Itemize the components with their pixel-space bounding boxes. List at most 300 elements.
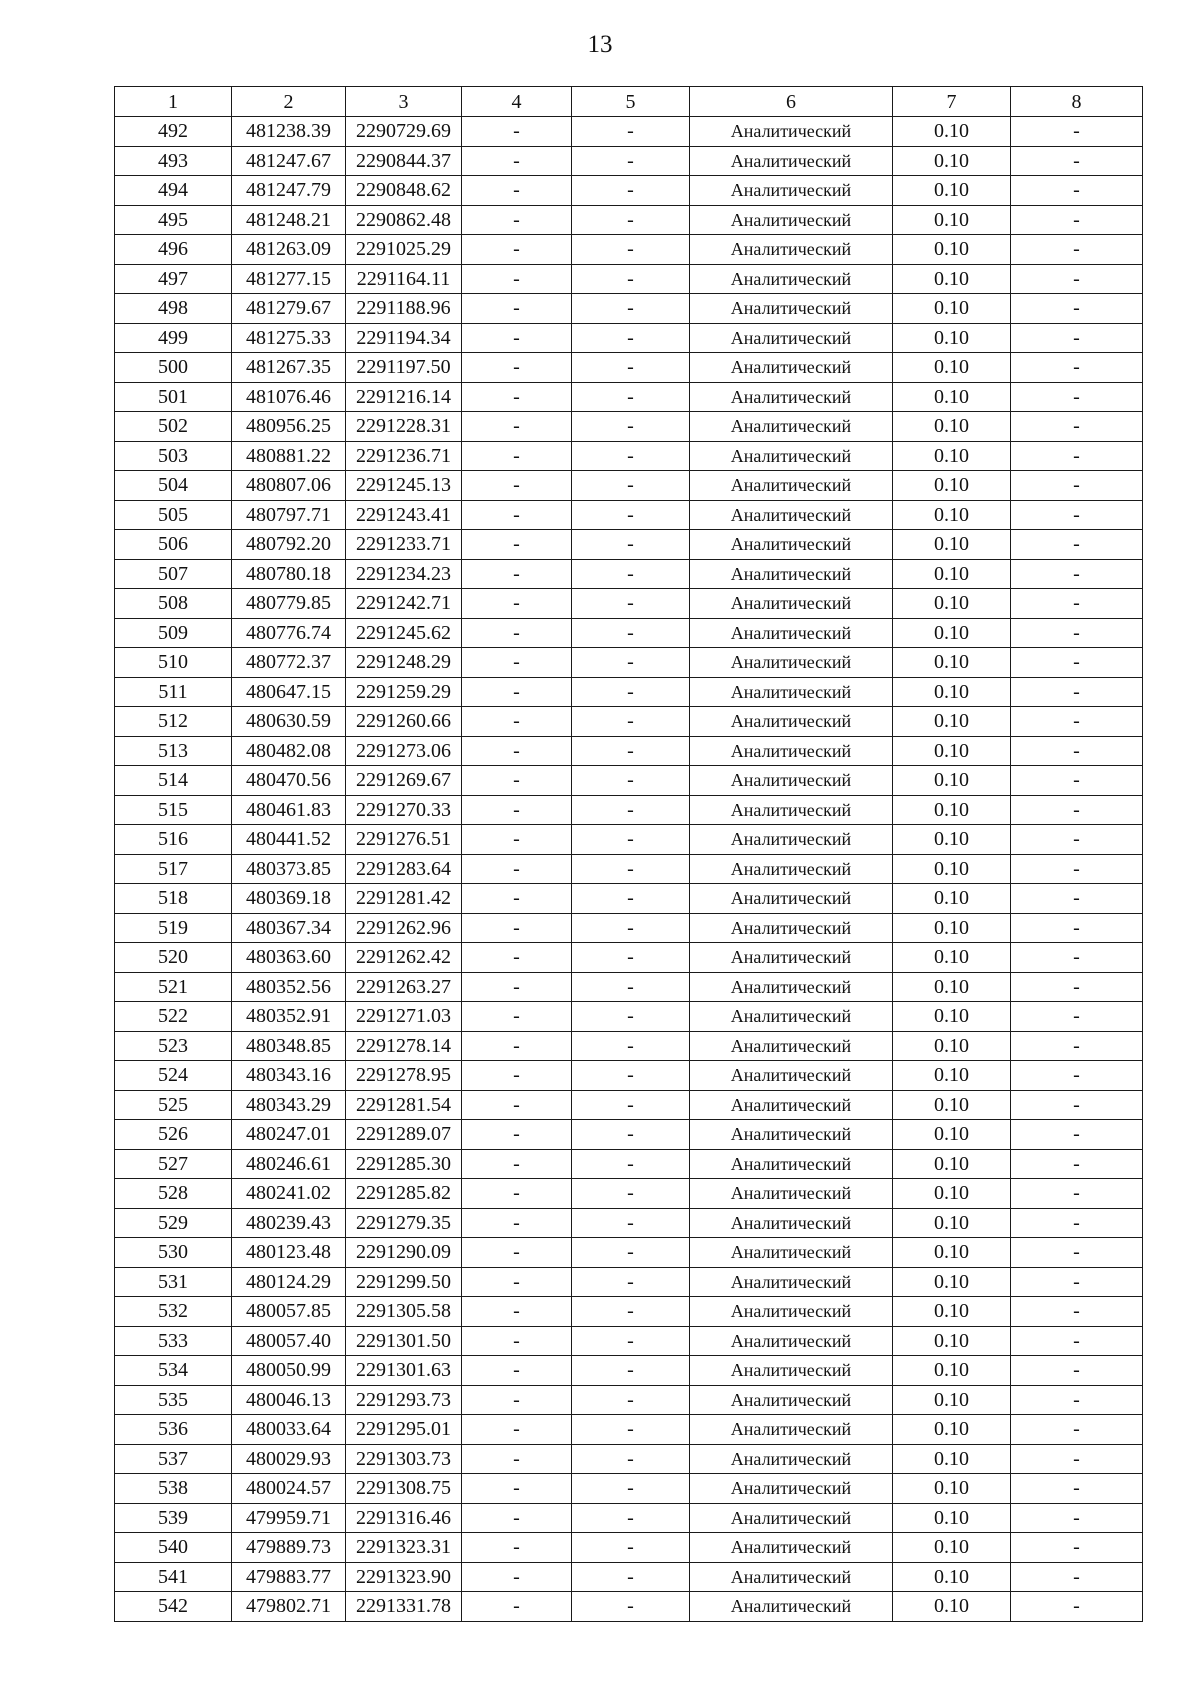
table-row [115,736,1143,766]
column-4-cell: - [462,1149,572,1179]
column-8-cell: - [1011,1326,1143,1356]
point-number-cell: 503 [115,441,232,471]
y-coordinate-cell: 2291276.51 [346,825,462,855]
page-number: 13 [587,31,613,58]
column-5-cell: - [572,1061,690,1091]
x-coordinate-cell: 480772.37 [232,648,346,678]
column-8-cell: - [1011,1297,1143,1327]
x-coordinate-cell: 480776.74 [232,618,346,648]
point-number-cell: 514 [115,766,232,796]
x-coordinate-cell: 480461.83 [232,795,346,825]
column-5-cell: - [572,264,690,294]
table-row [115,471,1143,501]
accuracy-cell: 0.10 [893,176,1011,206]
column-5-cell: - [572,825,690,855]
point-number-cell: 501 [115,382,232,412]
point-number-cell: 540 [115,1533,232,1563]
column-header: 2 [232,87,346,117]
accuracy-cell: 0.10 [893,117,1011,147]
table-row [115,264,1143,294]
column-header: 1 [115,87,232,117]
x-coordinate-cell: 481247.79 [232,176,346,206]
column-5-cell: - [572,766,690,796]
y-coordinate-cell: 2291245.13 [346,471,462,501]
accuracy-cell: 0.10 [893,530,1011,560]
x-coordinate-cell: 480046.13 [232,1385,346,1415]
x-coordinate-cell: 480247.01 [232,1120,346,1150]
x-coordinate-cell: 480352.56 [232,972,346,1002]
column-8-cell: - [1011,1533,1143,1563]
point-number-cell: 534 [115,1356,232,1386]
column-8-cell: - [1011,1415,1143,1445]
method-cell: Аналитический [690,146,893,176]
x-coordinate-cell: 480363.60 [232,943,346,973]
y-coordinate-cell: 2291316.46 [346,1503,462,1533]
x-coordinate-cell: 480470.56 [232,766,346,796]
accuracy-cell: 0.10 [893,707,1011,737]
x-coordinate-cell: 480343.16 [232,1061,346,1091]
table-row [115,589,1143,619]
method-cell: Аналитический [690,1149,893,1179]
method-cell: Аналитический [690,530,893,560]
table-row [115,618,1143,648]
point-number-cell: 505 [115,500,232,530]
table-row [115,943,1143,973]
point-number-cell: 499 [115,323,232,353]
column-4-cell: - [462,1002,572,1032]
column-4-cell: - [462,1385,572,1415]
y-coordinate-cell: 2291323.31 [346,1533,462,1563]
table-row [115,1179,1143,1209]
column-header: 8 [1011,87,1143,117]
point-number-cell: 493 [115,146,232,176]
accuracy-cell: 0.10 [893,1179,1011,1209]
method-cell: Аналитический [690,943,893,973]
column-5-cell: - [572,294,690,324]
x-coordinate-cell: 480792.20 [232,530,346,560]
column-8-cell: - [1011,264,1143,294]
point-number-cell: 496 [115,235,232,265]
method-cell: Аналитический [690,382,893,412]
column-5-cell: - [572,235,690,265]
table-row [115,1474,1143,1504]
point-number-cell: 542 [115,1592,232,1622]
column-4-cell: - [462,1238,572,1268]
accuracy-cell: 0.10 [893,382,1011,412]
x-coordinate-cell: 480057.40 [232,1326,346,1356]
x-coordinate-cell: 480348.85 [232,1031,346,1061]
column-8-cell: - [1011,1267,1143,1297]
table-row [115,1208,1143,1238]
column-5-cell: - [572,707,690,737]
y-coordinate-cell: 2291243.41 [346,500,462,530]
point-number-cell: 517 [115,854,232,884]
column-8-cell: - [1011,1149,1143,1179]
column-4-cell: - [462,648,572,678]
accuracy-cell: 0.10 [893,1238,1011,1268]
column-5-cell: - [572,1179,690,1209]
accuracy-cell: 0.10 [893,1267,1011,1297]
y-coordinate-cell: 2291299.50 [346,1267,462,1297]
x-coordinate-cell: 480050.99 [232,1356,346,1386]
column-8-cell: - [1011,766,1143,796]
table-row [115,884,1143,914]
y-coordinate-cell: 2291025.29 [346,235,462,265]
table-row [115,1267,1143,1297]
x-coordinate-cell: 479802.71 [232,1592,346,1622]
point-number-cell: 506 [115,530,232,560]
point-number-cell: 502 [115,412,232,442]
y-coordinate-cell: 2291295.01 [346,1415,462,1445]
method-cell: Аналитический [690,854,893,884]
column-4-cell: - [462,1061,572,1091]
accuracy-cell: 0.10 [893,795,1011,825]
table-row [115,1120,1143,1150]
point-number-cell: 495 [115,205,232,235]
method-cell: Аналитический [690,1120,893,1150]
x-coordinate-cell: 480797.71 [232,500,346,530]
point-number-cell: 537 [115,1444,232,1474]
y-coordinate-cell: 2291285.82 [346,1179,462,1209]
accuracy-cell: 0.10 [893,972,1011,1002]
column-5-cell: - [572,1474,690,1504]
table-row [115,205,1143,235]
table-row [115,854,1143,884]
y-coordinate-cell: 2291303.73 [346,1444,462,1474]
y-coordinate-cell: 2291245.62 [346,618,462,648]
method-cell: Аналитический [690,117,893,147]
column-5-cell: - [572,1503,690,1533]
column-4-cell: - [462,972,572,1002]
table-row [115,117,1143,147]
table-row [115,1149,1143,1179]
column-5-cell: - [572,736,690,766]
method-cell: Аналитический [690,1208,893,1238]
x-coordinate-cell: 480482.08 [232,736,346,766]
column-4-cell: - [462,1415,572,1445]
column-header: 7 [893,87,1011,117]
y-coordinate-cell: 2291269.67 [346,766,462,796]
x-coordinate-cell: 481247.67 [232,146,346,176]
column-8-cell: - [1011,382,1143,412]
column-4-cell: - [462,825,572,855]
x-coordinate-cell: 480241.02 [232,1179,346,1209]
column-8-cell: - [1011,471,1143,501]
column-4-cell: - [462,913,572,943]
column-4-cell: - [462,884,572,914]
column-8-cell: - [1011,1120,1143,1150]
y-coordinate-cell: 2291233.71 [346,530,462,560]
column-5-cell: - [572,1002,690,1032]
x-coordinate-cell: 480057.85 [232,1297,346,1327]
method-cell: Аналитический [690,176,893,206]
point-number-cell: 532 [115,1297,232,1327]
table-row [115,500,1143,530]
method-cell: Аналитический [690,1474,893,1504]
table-row [115,412,1143,442]
column-8-cell: - [1011,825,1143,855]
method-cell: Аналитический [690,500,893,530]
y-coordinate-cell: 2291278.14 [346,1031,462,1061]
x-coordinate-cell: 480352.91 [232,1002,346,1032]
column-8-cell: - [1011,1592,1143,1622]
point-number-cell: 518 [115,884,232,914]
column-5-cell: - [572,677,690,707]
y-coordinate-cell: 2291259.29 [346,677,462,707]
method-cell: Аналитический [690,559,893,589]
column-5-cell: - [572,441,690,471]
column-5-cell: - [572,1533,690,1563]
column-5-cell: - [572,1149,690,1179]
accuracy-cell: 0.10 [893,589,1011,619]
point-number-cell: 511 [115,677,232,707]
table-row [115,294,1143,324]
method-cell: Аналитический [690,618,893,648]
method-cell: Аналитический [690,412,893,442]
column-8-cell: - [1011,1061,1143,1091]
column-4-cell: - [462,1031,572,1061]
y-coordinate-cell: 2291271.03 [346,1002,462,1032]
column-5-cell: - [572,618,690,648]
y-coordinate-cell: 2291260.66 [346,707,462,737]
y-coordinate-cell: 2291281.42 [346,884,462,914]
point-number-cell: 508 [115,589,232,619]
accuracy-cell: 0.10 [893,412,1011,442]
x-coordinate-cell: 480441.52 [232,825,346,855]
column-4-cell: - [462,1444,572,1474]
method-cell: Аналитический [690,1356,893,1386]
y-coordinate-cell: 2291289.07 [346,1120,462,1150]
column-4-cell: - [462,854,572,884]
column-8-cell: - [1011,1444,1143,1474]
table-row [115,1090,1143,1120]
accuracy-cell: 0.10 [893,1031,1011,1061]
x-coordinate-cell: 480807.06 [232,471,346,501]
y-coordinate-cell: 2291308.75 [346,1474,462,1504]
column-4-cell: - [462,1592,572,1622]
y-coordinate-cell: 2291273.06 [346,736,462,766]
table-row [115,648,1143,678]
column-5-cell: - [572,1090,690,1120]
column-8-cell: - [1011,235,1143,265]
x-coordinate-cell: 480780.18 [232,559,346,589]
column-4-cell: - [462,1208,572,1238]
column-5-cell: - [572,1120,690,1150]
column-4-cell: - [462,264,572,294]
point-number-cell: 523 [115,1031,232,1061]
method-cell: Аналитический [690,795,893,825]
table-row [115,825,1143,855]
method-cell: Аналитический [690,707,893,737]
column-4-cell: - [462,677,572,707]
accuracy-cell: 0.10 [893,1562,1011,1592]
column-8-cell: - [1011,707,1143,737]
point-number-cell: 500 [115,353,232,383]
point-number-cell: 504 [115,471,232,501]
method-cell: Аналитический [690,353,893,383]
method-cell: Аналитический [690,1297,893,1327]
method-cell: Аналитический [690,1444,893,1474]
x-coordinate-cell: 481267.35 [232,353,346,383]
method-cell: Аналитический [690,1179,893,1209]
column-4-cell: - [462,559,572,589]
method-cell: Аналитический [690,441,893,471]
point-number-cell: 533 [115,1326,232,1356]
point-number-cell: 516 [115,825,232,855]
method-cell: Аналитический [690,1562,893,1592]
column-4-cell: - [462,1297,572,1327]
column-5-cell: - [572,205,690,235]
column-5-cell: - [572,1592,690,1622]
column-8-cell: - [1011,205,1143,235]
table-row [115,1061,1143,1091]
y-coordinate-cell: 2291283.64 [346,854,462,884]
y-coordinate-cell: 2291301.50 [346,1326,462,1356]
x-coordinate-cell: 481248.21 [232,205,346,235]
y-coordinate-cell: 2291234.23 [346,559,462,589]
accuracy-cell: 0.10 [893,618,1011,648]
y-coordinate-cell: 2291194.34 [346,323,462,353]
x-coordinate-cell: 479883.77 [232,1562,346,1592]
x-coordinate-cell: 480881.22 [232,441,346,471]
accuracy-cell: 0.10 [893,825,1011,855]
method-cell: Аналитический [690,471,893,501]
point-number-cell: 512 [115,707,232,737]
column-8-cell: - [1011,943,1143,973]
accuracy-cell: 0.10 [893,648,1011,678]
column-5-cell: - [572,1031,690,1061]
x-coordinate-cell: 480033.64 [232,1415,346,1445]
y-coordinate-cell: 2291262.42 [346,943,462,973]
column-5-cell: - [572,323,690,353]
column-5-cell: - [572,972,690,1002]
column-5-cell: - [572,146,690,176]
point-number-cell: 498 [115,294,232,324]
method-cell: Аналитический [690,884,893,914]
point-number-cell: 497 [115,264,232,294]
table-row [115,972,1143,1002]
column-4-cell: - [462,412,572,442]
table-row [115,1326,1143,1356]
x-coordinate-cell: 480123.48 [232,1238,346,1268]
x-coordinate-cell: 480373.85 [232,854,346,884]
table-row [115,1031,1143,1061]
y-coordinate-cell: 2291164.11 [346,264,462,294]
column-5-cell: - [572,648,690,678]
table-row [115,530,1143,560]
method-cell: Аналитический [690,825,893,855]
method-cell: Аналитический [690,736,893,766]
column-8-cell: - [1011,1474,1143,1504]
accuracy-cell: 0.10 [893,1474,1011,1504]
column-8-cell: - [1011,294,1143,324]
accuracy-cell: 0.10 [893,736,1011,766]
column-8-cell: - [1011,854,1143,884]
method-cell: Аналитический [690,294,893,324]
method-cell: Аналитический [690,1533,893,1563]
y-coordinate-cell: 2291279.35 [346,1208,462,1238]
column-header: 4 [462,87,572,117]
point-number-cell: 492 [115,117,232,147]
column-4-cell: - [462,117,572,147]
column-8-cell: - [1011,1090,1143,1120]
point-number-cell: 525 [115,1090,232,1120]
point-number-cell: 522 [115,1002,232,1032]
accuracy-cell: 0.10 [893,1444,1011,1474]
point-number-cell: 494 [115,176,232,206]
column-4-cell: - [462,1562,572,1592]
accuracy-cell: 0.10 [893,323,1011,353]
x-coordinate-cell: 481238.39 [232,117,346,147]
accuracy-cell: 0.10 [893,1533,1011,1563]
method-cell: Аналитический [690,323,893,353]
table-row [115,766,1143,796]
accuracy-cell: 0.10 [893,441,1011,471]
column-5-cell: - [572,854,690,884]
column-5-cell: - [572,471,690,501]
column-4-cell: - [462,1503,572,1533]
column-8-cell: - [1011,1238,1143,1268]
column-5-cell: - [572,1267,690,1297]
y-coordinate-cell: 2291290.09 [346,1238,462,1268]
x-coordinate-cell: 481275.33 [232,323,346,353]
y-coordinate-cell: 2290862.48 [346,205,462,235]
column-5-cell: - [572,176,690,206]
column-8-cell: - [1011,677,1143,707]
table-row [115,677,1143,707]
x-coordinate-cell: 480779.85 [232,589,346,619]
accuracy-cell: 0.10 [893,471,1011,501]
point-number-cell: 526 [115,1120,232,1150]
column-5-cell: - [572,117,690,147]
accuracy-cell: 0.10 [893,1415,1011,1445]
y-coordinate-cell: 2291285.30 [346,1149,462,1179]
accuracy-cell: 0.10 [893,1503,1011,1533]
x-coordinate-cell: 481279.67 [232,294,346,324]
accuracy-cell: 0.10 [893,1090,1011,1120]
column-8-cell: - [1011,146,1143,176]
column-8-cell: - [1011,353,1143,383]
accuracy-cell: 0.10 [893,1297,1011,1327]
column-8-cell: - [1011,559,1143,589]
table-header-row [115,87,1143,117]
column-5-cell: - [572,559,690,589]
table-row [115,1297,1143,1327]
column-4-cell: - [462,943,572,973]
table-row [115,1385,1143,1415]
column-8-cell: - [1011,117,1143,147]
y-coordinate-cell: 2291188.96 [346,294,462,324]
column-8-cell: - [1011,1503,1143,1533]
accuracy-cell: 0.10 [893,1120,1011,1150]
table-row [115,707,1143,737]
table-row [115,795,1143,825]
accuracy-cell: 0.10 [893,1592,1011,1622]
method-cell: Аналитический [690,913,893,943]
accuracy-cell: 0.10 [893,500,1011,530]
column-4-cell: - [462,589,572,619]
column-8-cell: - [1011,1356,1143,1386]
column-5-cell: - [572,530,690,560]
accuracy-cell: 0.10 [893,677,1011,707]
x-coordinate-cell: 481076.46 [232,382,346,412]
accuracy-cell: 0.10 [893,1385,1011,1415]
point-number-cell: 541 [115,1562,232,1592]
method-cell: Аналитический [690,1031,893,1061]
column-8-cell: - [1011,1385,1143,1415]
table-row [115,235,1143,265]
y-coordinate-cell: 2291323.90 [346,1562,462,1592]
